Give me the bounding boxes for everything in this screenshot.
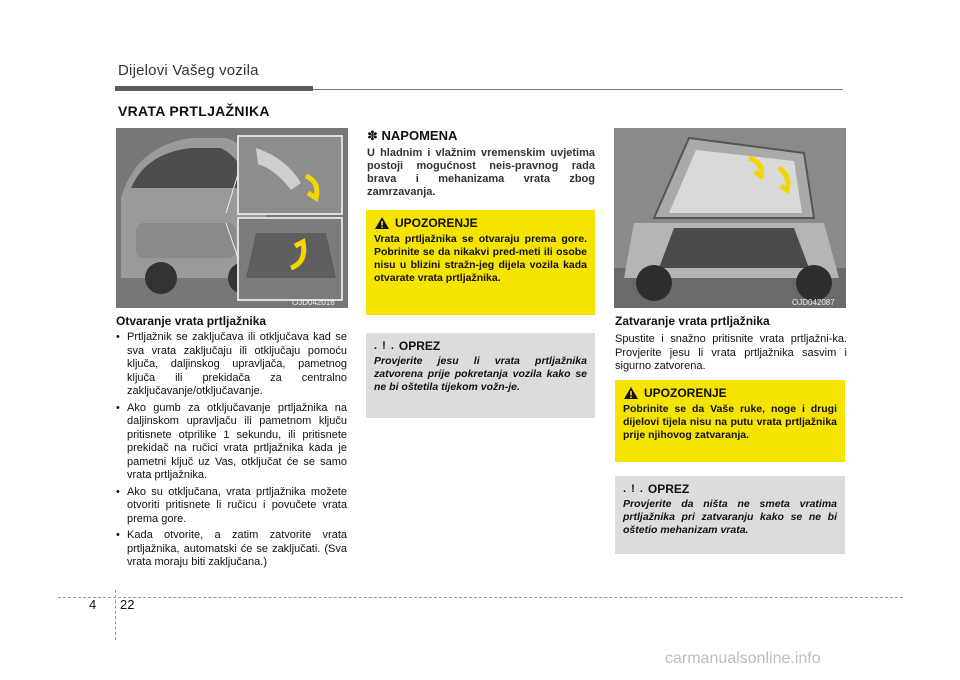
car-rear-illustration [116, 128, 348, 308]
section-title: VRATA PRTLJAŽNIKA [118, 103, 270, 119]
image-code-right: OJD042087 [792, 298, 835, 307]
list-item: • Ako gumb za otključavanje prtljažnika na daljinskom upravljaču ili pametnom ključu pritisnete otprilike 1 sekundu, ili pritisnete prekidač na ručici vrata prtljažnika kada je pametni ključ uz Vas, otključat će se samo vrata prtljažnika. [116, 402, 347, 483]
footer-divider [115, 590, 116, 640]
header-rule [313, 89, 843, 90]
caution-title: OPREZ [647, 482, 690, 496]
page-header-title: Dijelovi Vašeg vozila [118, 62, 259, 79]
tailgate-closing-photo [614, 128, 846, 308]
list-item: • Ako su otključana, vrata prtljažnika možete otvoriti pritisnete li ručicu i povučete vrata prema gore. [116, 486, 347, 527]
caution-box [615, 476, 845, 554]
opening-heading: Otvaranje vrata prtljažnika [116, 314, 267, 328]
note-title: ✽ NAPOMENA [367, 128, 458, 143]
tailgate-opening-photo [116, 128, 348, 308]
open-tailgate-illustration [614, 128, 846, 308]
list-item: • Prtljažnik se zaključava ili otključava kad se sva vrata zaključaju ili otključaju pomoću ključa, daljinskog upravljača, pametnog ključa ili prekidača za centralno zaključavanje/otključavanje. [116, 331, 347, 399]
caution-box [366, 333, 595, 418]
caution-title: OPREZ [398, 339, 441, 353]
warning-box [615, 380, 845, 462]
warning-box [366, 210, 595, 315]
warning-title: UPOZORENJE [644, 386, 727, 400]
list-item: • Kada otvorite, a zatim zatvorite vrata prtljažnika, automatski će se zaključati. (Sva vrata moraju biti zaključana.) [116, 529, 347, 570]
closing-text: Spustite i snažno pritisnite vrata prtljažni-ka. Provjerite jesu li vrata prtljažnika sasvim i sigurno zatvorena. [615, 333, 847, 372]
note-text: U hladnim i vlažnim vremenskim uvjetima postoji mogućnost neis-pravnog rada brava i mehanizama vrata zbog zamrzavanja. [367, 147, 595, 198]
chapter-number: 4 [89, 597, 97, 612]
caution-icon: . ! . [623, 483, 644, 495]
caution-icon: . ! . [374, 340, 395, 352]
opening-instructions [116, 331, 347, 573]
warning-text: Pobrinite se da Vaše ruke, noge i drugi dijelovi tijela nisu na putu vrata prtljažnika prije njihovog zatvaranja. [623, 403, 837, 441]
header-bar [115, 86, 313, 91]
warning-triangle-icon [374, 216, 390, 230]
page-number: 22 [120, 597, 135, 612]
footer-rule [58, 597, 903, 598]
warning-triangle-icon [623, 386, 639, 400]
image-code-left: OJD042016 [292, 298, 335, 307]
closing-heading: Zatvaranje vrata prtljažnika [615, 314, 770, 328]
caution-text: Provjerite jesu li vrata prtljažnika zatvorena prije pokretanja vozila kako se ne bi oštetila tijekom vožn-je. [374, 355, 587, 393]
watermark: carmanualsonline.info [665, 650, 821, 667]
warning-text: Vrata prtljažnika se otvaraju prema gore. Pobrinite se da nikakvi pred-meti ili osobe nisu u blizini stražn-jeg dijela vozila kada otvarate vrata prtljažnika. [374, 233, 587, 284]
warning-title: UPOZORENJE [395, 216, 478, 230]
caution-text: Provjerite da ništa ne smeta vratima prtljažnika pri zatvaranju kako se ne bi oštetio mehanizam vrata. [623, 498, 837, 536]
